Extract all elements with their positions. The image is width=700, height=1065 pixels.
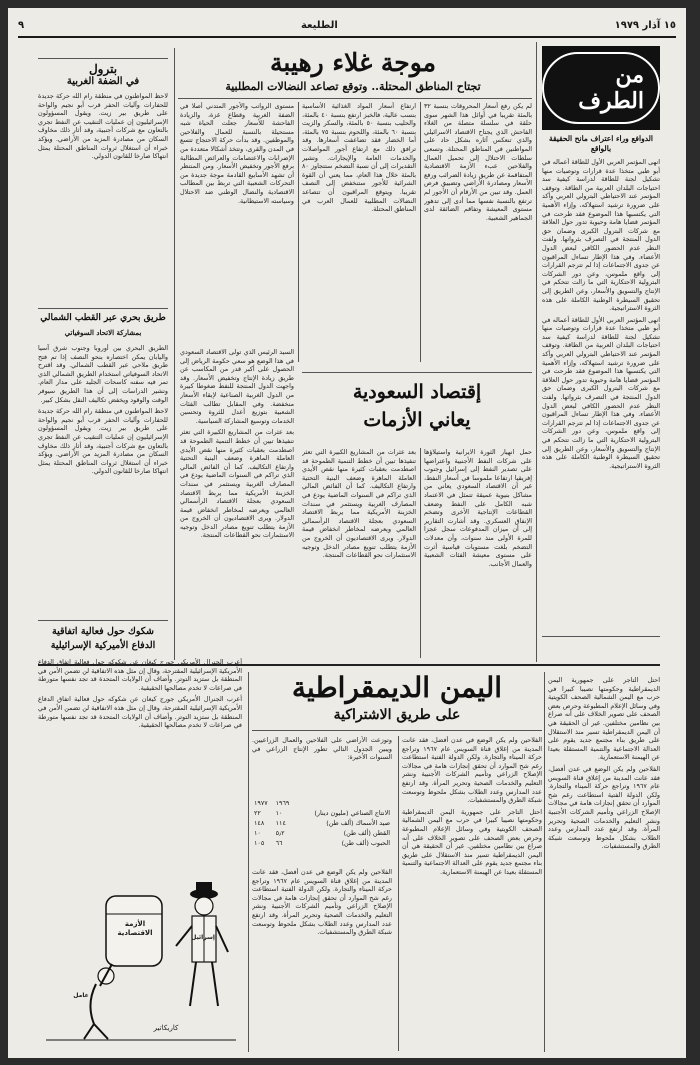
cartoon <box>36 874 246 1044</box>
table-header-row: ١٩٦٩ ١٩٧٧ <box>254 799 290 807</box>
logo-text: من الطرف <box>542 52 660 124</box>
oil-westbank-title: بترول <box>88 62 118 76</box>
divider <box>38 308 168 309</box>
main-article-col3: مستوى الرواتب والأجور المتدني أصلا في الضفة الغربية وقطاع غزة، والزيادة الفاحشة للأسعار جعلت الحياة شبه مستحيلة بالنسبة للعمال والفلاحين والموظفين. وقد بدأت حركة الاحتجاج تتسع في المدن والقرى، وتتخذ أشكالا متعددة من الإضرابات والاعتصامات والعرائض المطالبة برفع الأجور وتخفيض الأسعار. ومن المنتظر أن تشهد الأسابيع القادمة موجة جديدة من التحركات الشعبية التي تربط بين المطالب الاقتصادية والنضال الوطني ضد الاحتلال وسياسته الاستيطانية. <box>180 102 294 205</box>
cartoon-caption: كاريكاتير <box>153 1024 179 1032</box>
yemen-article-col1: احتل التاجر على جمهورية اليمن الديمقراطية وحكومتها نصيبا كبيرا في حرب مع اليمن الشمالية الصحف الكويتية وفي وسائل الإعلام المطبوعة وحرص بعض الصحف على تصوير الخلاف على أنه صراع بين نظامين مختلفين. غير أن الحقيقة هي أن اليمن الديمقراطية تسير منذ الاستقلال على طريق بناء مجتمع جديد يقوم على العدالة الاجتماعية والتنمية المستقلة بعيدا عن الهيمنة الاستعمارية. الفلاحين ولم يكن الوضع في عدن أفضل، فقد عانت المدينة من إغلاق قناة السويس عام ١٩٦٧ وتراجع حركة الميناء والتجارة. ولكن الدولة الفتية استطاعت رغم شح الموارد أن تحقق إنجازات هامة في مجالات الإصلاح الزراعي وتأميم الشركات الأجنبية ونشر التعليم والخدمات الصحية وتحرير المرأة. وقد ارتفع عدد المدارس وعدد الطلاب بشكل ملحوظ وتوسعت شبكة الطرق والمستشفيات. <box>548 676 660 851</box>
table-row: القطن (ألف طن) ٥٫٢ ١٠ <box>254 829 390 837</box>
page-header <box>18 14 676 38</box>
yemen-subheadline: على طريق الاشتراكية <box>333 707 461 723</box>
logo-section-body: انهى المؤتمر العربي الأول للطاقة أعماله في أبو ظبي متخذا عدة قرارات وتوصيات منها تشكيل لجنة للطاقة لدراسة كيفية سد احتياجات البلدان العربية من الطاقة. وتوقف المؤتمر عند الاحتياطي البترولي العربي وأكد على ضرورة ترشيد استهلاكه، وإزاء الأهمية التي يكتسبها هذا الموضوع فقد طرحت في المؤتمر قضايا هامة وحيوية تدور حول العلاقة مع شركات البترول الكبرى وضمان حق الدول المنتجة في التصرف بثرواتها. ولفت النظر عدم الحضور الكافي لبعض الدول الأعضاء. وفي هذا الإطار تساءل المراقبون عن جدوى الاجتماعات إذا لم تترجم القرارات إلى واقع ملموس، وعن دور الشركات البترولية الاحتكارية التي ما زالت تتحكم في الإنتاج والتسويق والأسعار، وعن الطريق إلى تحقيق السيطرة الوطنية الكاملة على هذه الثروة الاستراتيجية. انهى المؤتمر العربي الأول للطاقة أعماله في أبو ظبي متخذا عدة قرارات وتوصيات منها تشكيل لجنة للطاقة لدراسة كيفية سد احتياجات البلدان العربية من الطاقة. وتوقف المؤتمر عند الاحتياطي البترولي العربي وأكد على ضرورة ترشيد استهلاكه، وإزاء الأهمية التي يكتسبها هذا الموضوع فقد طرحت في المؤتمر قضايا هامة وحيوية تدور حول العلاقة مع شركات البترول الكبرى وضمان حق الدول المنتجة في التصرف بثرواتها. ولفت النظر عدم الحضور الكافي لبعض الدول الأعضاء. وفي هذا الإطار تساءل المراقبون عن جدوى الاجتماعات إذا لم تترجم القرارات إلى واقع ملموس، وعن دور الشركات البترولية الاحتكارية التي ما زالت تتحكم في الإنتاج والتسويق والأسعار، وعن الطريق إلى تحقيق السيطرة الوطنية الكاملة على هذه الثروة الاستراتيجية. <box>542 158 660 470</box>
main-subheadline: تجتاح المناطق المحتلة.. وتوقع تصاعد النضالات المطلبية <box>225 80 481 93</box>
arctic-route-body: الطريق البحري بين أوروبا وجنوب شرق آسيا واليابان يمكن اختصاره بنحو النصف إذا تم فتح طريق ملاحي عبر القطب الشمالي. وقد اقترح الاتحاد السوفياتي استخدام الطريق الشمالي الذي تمر فيه سفنه كاسحات الجليد على مدار العام. وتشير الدراسات إلى أن هذا الطريق سيوفر الوقت والوقود ويخفض تكاليف النقل بشكل كبير. لاحظ المواطنون في منطقة رام الله حركة جديدة للحفارات وآليات الحفر قرب أبو نجيم والواحة على طريق بير زيت. ويقول المسؤولون الإسرائيليون إن عمليات التنقيب عن النفط تجري بالتعاون مع شركات أجنبية، وقد أثار ذلك مخاوف السكان من مصادرة المزيد من الأراضي. ويؤكد خبراء أن استغلال ثروات المناطق المحتلة يمثل انتهاكا صارخا للقانون الدولي. <box>38 344 168 476</box>
yemen-article-col3: وتوزعت الأراضي على الفلاحين والعمال الزراعيين. ويبين الجدول التالي تطور الإنتاج الزراعي في السنوات الأخيرة: <box>252 736 392 762</box>
column-divider <box>174 48 175 660</box>
column-divider <box>298 102 299 362</box>
left-center-body: السيد الرئيس الذي تولى الاقتصاد السعودي في هذا الوضع هو سعي حكومة الرياض إلى الحصول على أكبر قدر من المكاسب عن طريق زيادة الإنتاج وتخفيض الأسعار. وقد واجهت الدول المنتجة للنفط ضغوطا كبيرة من الدول الغربية الصناعية لإبقاء الأسعار منخفضة. وفي المقابل تطالب الفئات الشعبية بتوزيع أعدل للثروة وتحسين الخدمات وتوسيع المشاركة السياسية. بعد عثرات من المشاريع الكبيرة التي تعثر تنفيذها تبين أن خطط التنمية الطموحة قد اصطدمت بعقبات كثيرة منها نقص الأيدي العاملة الماهرة وضعف البنية التحتية وارتفاع التكاليف. كما أن الفائض المالي الذي تراكم في السنوات الماضية يودع في المصارف الغربية ويستثمر في سندات الخزينة الأمريكية مما يربط الاقتصاد السعودي بعجلة الاقتصاد الرأسمالي العالمي ويعرضه لمخاطر انخفاض قيمة الدولار. ويرى الاقتصاديون أن الخروج من الأزمة يتطلب تنويع مصادر الدخل وتوجيه الاستثمارات نحو القطاعات المنتجة. <box>180 348 294 540</box>
column-divider <box>398 736 399 1051</box>
issue-date: ١٥ آذار ١٩٧٩ <box>614 19 676 31</box>
main-article-col2: ارتفاع أسعار المواد الغذائية الأساسية بنسب عالية، فالخبز ارتفع بنسبة ٤٠ بالمئة، والحليب بنسبة ٥٠ بالمئة، والسكر والزيت بنسبة ٦٠ بالمئة، واللحوم بنسبة ٧٥ بالمئة، أما الخضار فقد تضاعفت أسعارها. وقد ترافق ذلك مع ارتفاع أجور المواصلات والخدمات العامة والإيجارات. وتشير التقديرات إلى أن نسبة التضخم ستتجاوز ٨٠ بالمئة خلال هذا العام، مما يعني أن القوة الشرائية للأجور ستنخفض إلى النصف تقريبا. ويتوقع المراقبون أن تتصاعد النضالات المطلبية للعمال العرب في المناطق المحتلة. <box>302 102 416 214</box>
divider <box>38 620 168 621</box>
divider <box>302 372 532 373</box>
cartoon-drawing <box>36 874 246 1044</box>
logo-section-title: الدوافع وراء اعتراف مانح الحقيقة بالواقع <box>548 134 654 153</box>
main-headline: موجة غلاء رهيبة <box>269 48 437 77</box>
section-logo <box>542 46 660 130</box>
defense-pact-body: أعرب الجنرال الأمريكي جورج كيغان عن شكوكه حول فعالية اتفاق الدفاع الأمريكية الإسرائيلية المقترحة، وقال إن مثل هذه الاتفاقية لن تضمن الأمن في المنطقة بل ستزيد التوتر. وأضاف أن الولايات المتحدة قد تجد نفسها متورطة في صراعات لا تخدم مصالحها الحقيقية. أعرب الجنرال الأمريكي جورج كيغان عن شكوكه حول فعالية اتفاق الدفاع الأمريكية الإسرائيلية المقترحة، وقال إن مثل هذه الاتفاقية لن تضمن الأمن في المنطقة بل ستزيد التوتر. وأضاف أن الولايات المتحدة قد تجد نفسها متورطة في صراعات لا تخدم مصالحها الحقيقية. <box>38 658 242 730</box>
column-divider <box>544 672 545 1052</box>
arctic-route-title: طريق بحري عبر القطب الشمالي <box>40 313 166 323</box>
divider <box>178 98 532 99</box>
cartoon-bag-label: الأزمة الاقتصادية <box>117 920 153 937</box>
defense-pact-title: شكوك حول فعالية اتفاقية <box>52 626 154 637</box>
saudi-article-col2: بعد عثرات من المشاريع الكبيرة التي تعثر تنفيذها تبين أن خطط التنمية الطموحة قد اصطدمت بعقبات كثيرة منها نقص الأيدي العاملة الماهرة وضعف البنية التحتية وارتفاع التكاليف. كما أن الفائض المالي الذي تراكم في السنوات الماضية يودع في المصارف الغربية ويستثمر في سندات الخزينة الأمريكية مما يربط الاقتصاد السعودي بعجلة الاقتصاد الرأسمالي العالمي ويعرضه لمخاطر انخفاض قيمة الدولار. ويرى الاقتصاديون أن الخروج من الأزمة يتطلب تنويع مصادر الدخل وتوجيه الاستثمارات نحو القطاعات المنتجة. <box>302 448 416 560</box>
divider <box>38 58 168 59</box>
saudi-article-col1: حمل انهيار الثورة الايرانية واستيلاؤها على شركات النفط الأجنبية واعتراضها على تصدير النفط إلى إسرائيل وجنوب إفريقيا ارتفاعا ملموسا في أسعار النفط، غير أن الاقتصاد السعودي يعاني من مشاكل بنيوية عميقة تتمثل في الاعتماد شبه الكامل على النفط وضعف القطاعات الإنتاجية الأخرى وتضخم الإنفاق العسكري. وقد أشارت التقارير إلى أن ميزان المدفوعات سجل عجزا للمرة الأولى منذ سنوات، وأن معدلات التضخم بلغت مستويات قياسية أثرت على مستوى معيشة الفئات الشعبية والعمال الأجانب. <box>424 448 532 568</box>
divider <box>252 730 542 731</box>
column-divider <box>248 672 249 1052</box>
table-row: الانتاج الصناعي (مليون دينار) ١٠ ٢٢ <box>254 809 390 817</box>
table-row: الحبوب (ألف طن) ٦٦ ١٠٥ <box>254 839 390 847</box>
yemen-article-col3-cont: الفلاحين ولم يكن الوضع في عدن أفضل، فقد عانت المدينة من إغلاق قناة السويس عام ١٩٦٧ وتراجع حركة الميناء والتجارة. ولكن الدولة الفتية استطاعت رغم شح الموارد أن تحقق إنجازات هامة في مجالات الإصلاح الزراعي وتأميم الشركات الأجنبية ونشر التعليم والخدمات الصحية وتحرير المرأة. وقد ارتفع عدد المدارس وعدد الطلاب بشكل ملحوظ وتوسعت شبكة الطرق والمستشفيات. <box>252 868 392 937</box>
yemen-article-col2: الفلاحين ولم يكن الوضع في عدن أفضل، فقد عانت المدينة من إغلاق قناة السويس عام ١٩٦٧ وتراجع حركة الميناء والتجارة. ولكن الدولة الفتية استطاعت رغم شح الموارد أن تحقق إنجازات هامة في مجالات الإصلاح الزراعي وتأميم الشركات الأجنبية ونشر التعليم والخدمات الصحية وتحرير المرأة. وقد ارتفع عدد المدارس وعدد الطلاب بشكل ملحوظ وتوسعت شبكة الطرق والمستشفيات. احتل التاجر على جمهورية اليمن الديمقراطية وحكومتها نصيبا كبيرا في حرب مع اليمن الشمالية الصحف الكويتية وفي وسائل الإعلام المطبوعة وحرص بعض الصحف على تصوير الخلاف على أنه صراع بين نظامين مختلفين. غير أن الحقيقة هي أن اليمن الديمقراطية تسير منذ الاستقلال على طريق بناء مجتمع جديد يقوم على العدالة الاجتماعية والتنمية المستقلة بعيدا عن الهيمنة الاستعمارية. <box>402 736 542 876</box>
page-number: ٩ <box>18 19 25 31</box>
cartoon-man-label: إسرائيل <box>191 934 215 941</box>
paper-name: الطليعة <box>300 19 338 31</box>
main-article-col1: لم يكن رفع أسعار المحروقات بنسبة ٣٢ بالمئة تقريبا في أوائل هذا الشهر سوى حلقة في سلسلة متصلة من الغلاء الفاحش الذي يجتاح الاقتصاد الاسرائيلي والذي تنعكس آثاره بشكل حاد على المواطنين في المناطق المحتلة. وتسعى سلطات الاحتلال إلى تحميل العمال والفلاحين عبء الأزمة الاقتصادية المتفاقمة عن طريق زيادة الضرائب ورفع الأسعار ومصادرة الأراضي وتضييق فرص العمل. وقد تبين من الأرقام أن الأجور لم ترتفع بالنسبة نفسها مما أدى إلى تدهور مستوى المعيشة وتفاقم الضائقة لدى الجماهير الشعبية. <box>424 102 532 222</box>
oil-westbank-body: لاحظ المواطنون في منطقة رام الله حركة جديدة للحفارات وآليات الحفر قرب أبو نجيم والواحة على طريق بير زيت. ويقول المسؤولون الإسرائيليون إن عمليات التنقيب عن النفط تجري بالتعاون مع شركات أجنبية، وقد أثار ذلك مخاوف السكان من مصادرة المزيد من الأراضي. ويؤكد خبراء أن استغلال ثروات المناطق المحتلة يمثل انتهاكا صارخا للقانون الدولي. <box>38 92 168 161</box>
column-divider <box>420 102 421 362</box>
yemen-stats-table <box>252 798 392 848</box>
column-divider <box>536 42 537 662</box>
oil-westbank-subtitle: في الضفة الغربية <box>66 76 140 87</box>
divider <box>542 636 660 637</box>
stats-table <box>252 798 392 848</box>
defense-pact-subtitle: الدفاع الأميركية الإسرائيلية <box>50 640 156 651</box>
arctic-route-kicker: بمشاركة الاتحاد السوفياتي <box>64 328 142 337</box>
table-row: صيد الأسماك (ألف طن) ١١٤ ١٤٨ <box>254 819 390 827</box>
yemen-headline: اليمن الديمقراطية <box>291 671 503 704</box>
saudi-headline: إقتصاد السعودية <box>352 381 482 403</box>
newspaper-page <box>8 8 686 1058</box>
cartoon-worker-label: عامل <box>73 992 89 999</box>
saudi-subheadline: يعاني الأزمات <box>363 409 471 431</box>
column-divider <box>420 448 421 658</box>
